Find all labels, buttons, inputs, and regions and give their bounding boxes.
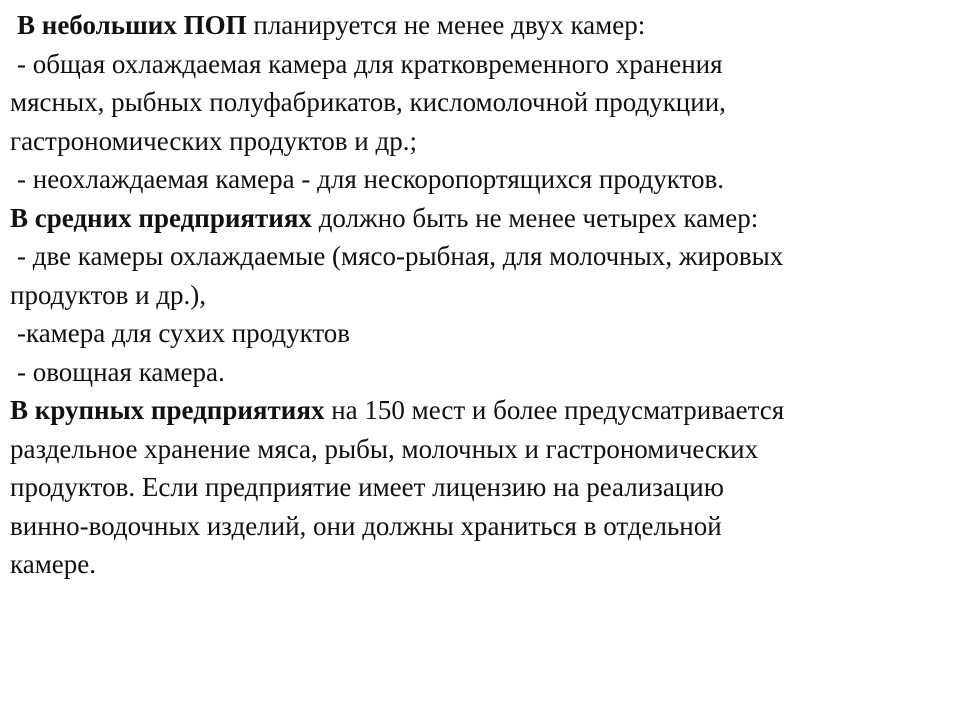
small-item1-line3: гастрономических продуктов и др.;	[10, 125, 417, 156]
medium-item3: - овощная камера.	[17, 356, 225, 387]
medium-item1-line2: продуктов и др.),	[10, 279, 207, 310]
small-item1-line1: - общая охлаждаемая камера для кратковременного хранения	[17, 48, 723, 79]
slide-text	[10, 6, 945, 584]
small-item2: - неохлаждаемая камера - для нескоропортящихся продуктов.	[17, 164, 725, 194]
small-enterprises-rest: планируется не менее двух камер:	[246, 10, 646, 40]
large-enterprises-rest: на 150 мест и более предусматривается	[324, 395, 785, 425]
large-enterprises-heading	[10, 391, 945, 430]
large-line2: раздельное хранение мяса, рыбы, молочных и гастрономических	[10, 433, 759, 464]
small-item1-line2: мясных, рыбных полуфабрикатов, кисломолочной продукции,	[10, 87, 726, 117]
large-line3: продуктов. Если предприятие имеет лицензию на реализацию	[10, 472, 724, 502]
medium-enterprises-heading	[10, 199, 945, 238]
medium-item2: -камера для сухих продуктов	[17, 318, 351, 348]
large-line4: винно-водочных изделий, они должны храниться в отдельной	[10, 510, 722, 541]
medium-item1-line1: - две камеры охлаждаемые (мясо-рыбная, для молочных, жировых	[17, 241, 784, 271]
medium-enterprises-bold: В средних предприятиях	[10, 202, 312, 233]
medium-enterprises-rest: должно быть не менее четырех камер:	[311, 202, 759, 233]
large-line5: камере.	[10, 549, 96, 579]
small-enterprises-bold: В небольших ПОП	[17, 10, 247, 40]
large-enterprises-bold: В крупных предприятиях	[10, 395, 325, 425]
small-enterprises-heading	[10, 6, 945, 45]
